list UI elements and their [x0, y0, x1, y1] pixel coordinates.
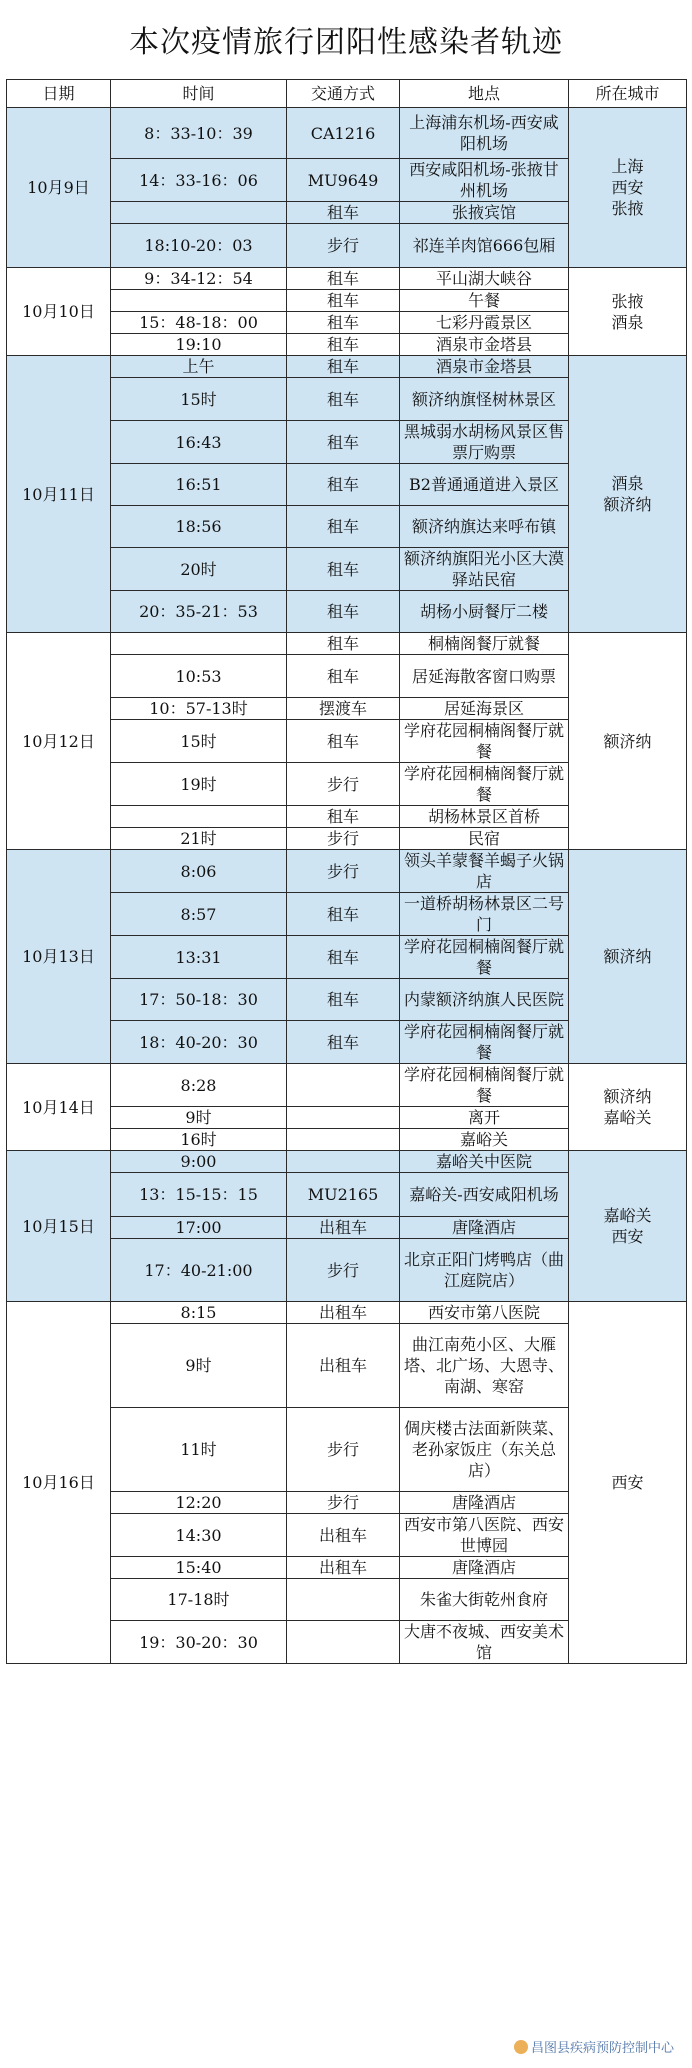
place-cell: 领头羊蒙餐羊蝎子火锅店 [400, 850, 569, 893]
time-cell: 13：15-15：15 [111, 1173, 287, 1217]
transport-cell: 租车 [287, 633, 400, 655]
place-cell: 胡杨小厨餐厅二楼 [400, 591, 569, 633]
transport-cell: 租车 [287, 356, 400, 378]
table-row [7, 1151, 687, 1173]
time-cell: 11时 [111, 1408, 287, 1492]
city-cell: 上海 西安 张掖 [569, 108, 687, 268]
place-cell: 唐隆酒店 [400, 1492, 569, 1514]
transport-cell: MU9649 [287, 159, 400, 202]
place-cell: 学府花园桐楠阁餐厅就餐 [400, 720, 569, 763]
transport-cell: 租车 [287, 979, 400, 1021]
place-cell: 大唐不夜城、西安美术馆 [400, 1621, 569, 1664]
header-date: 日期 [7, 80, 111, 108]
place-cell: 嘉峪关-西安咸阳机场 [400, 1173, 569, 1217]
date-cell: 10月11日 [7, 356, 111, 633]
header-place: 地点 [400, 80, 569, 108]
place-cell: 曲江南苑小区、大雁塔、北广场、大恩寺、南湖、寒窑 [400, 1324, 569, 1408]
time-cell: 9时 [111, 1107, 287, 1129]
place-cell: 西安咸阳机场-张掖甘州机场 [400, 159, 569, 202]
transport-cell: 步行 [287, 828, 400, 850]
city-cell: 西安 [569, 1302, 687, 1664]
transport-cell: 租车 [287, 806, 400, 828]
place-cell: B2普通通道进入景区 [400, 464, 569, 506]
table-row [7, 356, 687, 378]
transport-cell: 租车 [287, 421, 400, 464]
date-cell: 10月9日 [7, 108, 111, 268]
transport-cell: 步行 [287, 1408, 400, 1492]
time-cell: 18:10-20：03 [111, 224, 287, 268]
transport-cell: 租车 [287, 506, 400, 548]
time-cell: 9:00 [111, 1151, 287, 1173]
time-cell [111, 290, 287, 312]
time-cell: 17：50-18：30 [111, 979, 287, 1021]
place-cell: 学府花园桐楠阁餐厅就餐 [400, 936, 569, 979]
time-cell: 16:43 [111, 421, 287, 464]
city-cell: 张掖 酒泉 [569, 268, 687, 356]
transport-cell: 租车 [287, 936, 400, 979]
transport-cell: 租车 [287, 334, 400, 356]
time-cell: 16:51 [111, 464, 287, 506]
place-cell: 酒泉市金塔县 [400, 334, 569, 356]
date-cell: 10月13日 [7, 850, 111, 1064]
place-cell: 额济纳旗阳光小区大漠驿站民宿 [400, 548, 569, 591]
time-cell: 10:53 [111, 655, 287, 698]
watermark [514, 2037, 674, 2056]
table-header-row [7, 80, 687, 108]
time-cell: 9：34-12：54 [111, 268, 287, 290]
header-city: 所在城市 [569, 80, 687, 108]
header-transport: 交通方式 [287, 80, 400, 108]
place-cell: 午餐 [400, 290, 569, 312]
time-cell: 20：35-21：53 [111, 591, 287, 633]
place-cell: 一道桥胡杨林景区二号门 [400, 893, 569, 936]
time-cell: 15时 [111, 720, 287, 763]
transport-cell: 租车 [287, 1021, 400, 1064]
table-row [7, 108, 687, 159]
place-cell: 倜庆楼古法面新陕菜、老孙家饭庄（东关总店） [400, 1408, 569, 1492]
place-cell: 嘉峪关中医院 [400, 1151, 569, 1173]
time-cell: 8:28 [111, 1064, 287, 1107]
transport-cell: 步行 [287, 763, 400, 806]
date-cell: 10月12日 [7, 633, 111, 850]
transport-cell: 租车 [287, 655, 400, 698]
place-cell: 张掖宾馆 [400, 202, 569, 224]
date-cell: 10月14日 [7, 1064, 111, 1151]
transport-cell [287, 1621, 400, 1664]
transport-cell: 租车 [287, 893, 400, 936]
place-cell: 北京正阳门烤鸭店（曲江庭院店） [400, 1239, 569, 1302]
table-row [7, 1302, 687, 1324]
transport-cell: CA1216 [287, 108, 400, 159]
place-cell: 上海浦东机场-西安咸阳机场 [400, 108, 569, 159]
time-cell: 16时 [111, 1129, 287, 1151]
time-cell [111, 806, 287, 828]
time-cell: 15:40 [111, 1557, 287, 1579]
time-cell: 上午 [111, 356, 287, 378]
time-cell: 13:31 [111, 936, 287, 979]
transport-cell: 租车 [287, 378, 400, 421]
header-time: 时间 [111, 80, 287, 108]
place-cell: 居延海景区 [400, 698, 569, 720]
city-cell: 额济纳 嘉峪关 [569, 1064, 687, 1151]
transport-cell: 出租车 [287, 1324, 400, 1408]
time-cell: 19：30-20：30 [111, 1621, 287, 1664]
trajectory-table [6, 79, 687, 1664]
place-cell: 额济纳旗怪树林景区 [400, 378, 569, 421]
place-cell: 离开 [400, 1107, 569, 1129]
transport-cell: 摆渡车 [287, 698, 400, 720]
table-row [7, 633, 687, 655]
transport-cell [287, 1579, 400, 1621]
place-cell: 酒泉市金塔县 [400, 356, 569, 378]
date-cell: 10月16日 [7, 1302, 111, 1664]
time-cell: 14:30 [111, 1514, 287, 1557]
city-cell: 嘉峪关 西安 [569, 1151, 687, 1302]
table-row [7, 1064, 687, 1107]
place-cell: 学府花园桐楠阁餐厅就餐 [400, 1064, 569, 1107]
table-row [7, 268, 687, 290]
transport-cell: 步行 [287, 1239, 400, 1302]
transport-cell: 租车 [287, 290, 400, 312]
time-cell: 8:06 [111, 850, 287, 893]
time-cell: 18：40-20：30 [111, 1021, 287, 1064]
time-cell [111, 202, 287, 224]
time-cell: 21时 [111, 828, 287, 850]
time-cell: 17-18时 [111, 1579, 287, 1621]
transport-cell: 步行 [287, 1492, 400, 1514]
time-cell [111, 633, 287, 655]
time-cell: 18:56 [111, 506, 287, 548]
place-cell: 七彩丹霞景区 [400, 312, 569, 334]
place-cell: 内蒙额济纳旗人民医院 [400, 979, 569, 1021]
time-cell: 10：57-13时 [111, 698, 287, 720]
place-cell: 唐隆酒店 [400, 1557, 569, 1579]
place-cell: 黑城弱水胡杨风景区售票厅购票 [400, 421, 569, 464]
transport-cell: 租车 [287, 591, 400, 633]
place-cell: 嘉峪关 [400, 1129, 569, 1151]
place-cell: 居延海散客窗口购票 [400, 655, 569, 698]
time-cell: 15时 [111, 378, 287, 421]
transport-cell: 租车 [287, 312, 400, 334]
transport-cell: 租车 [287, 268, 400, 290]
city-cell: 酒泉 额济纳 [569, 356, 687, 633]
place-cell: 祁连羊肉馆666包厢 [400, 224, 569, 268]
city-cell: 额济纳 [569, 850, 687, 1064]
wechat-logo-icon [514, 2040, 528, 2054]
transport-cell [287, 1064, 400, 1107]
place-cell: 胡杨林景区首桥 [400, 806, 569, 828]
table-row [7, 850, 687, 893]
place-cell: 朱雀大街乾州食府 [400, 1579, 569, 1621]
transport-cell: 租车 [287, 202, 400, 224]
time-cell: 8：33-10：39 [111, 108, 287, 159]
transport-cell: 步行 [287, 224, 400, 268]
transport-cell: 步行 [287, 850, 400, 893]
transport-cell: 租车 [287, 720, 400, 763]
watermark-text: 昌图县疾病预防控制中心 [530, 2041, 674, 2056]
time-cell: 8:15 [111, 1302, 287, 1324]
date-cell: 10月10日 [7, 268, 111, 356]
place-cell: 桐楠阁餐厅就餐 [400, 633, 569, 655]
table-body [7, 108, 687, 1664]
place-cell: 平山湖大峡谷 [400, 268, 569, 290]
place-cell: 学府花园桐楠阁餐厅就餐 [400, 763, 569, 806]
transport-cell: 出租车 [287, 1217, 400, 1239]
time-cell: 15：48-18：00 [111, 312, 287, 334]
place-cell: 唐隆酒店 [400, 1217, 569, 1239]
transport-cell: 出租车 [287, 1514, 400, 1557]
time-cell: 9时 [111, 1324, 287, 1408]
transport-cell [287, 1129, 400, 1151]
transport-cell: 租车 [287, 464, 400, 506]
place-cell: 额济纳旗达来呼布镇 [400, 506, 569, 548]
place-cell: 学府花园桐楠阁餐厅就餐 [400, 1021, 569, 1064]
transport-cell [287, 1151, 400, 1173]
place-cell: 民宿 [400, 828, 569, 850]
place-cell: 西安市第八医院、西安世博园 [400, 1514, 569, 1557]
time-cell: 17:00 [111, 1217, 287, 1239]
time-cell: 19时 [111, 763, 287, 806]
transport-cell [287, 1107, 400, 1129]
city-cell: 额济纳 [569, 633, 687, 850]
time-cell: 12:20 [111, 1492, 287, 1514]
date-cell: 10月15日 [7, 1151, 111, 1302]
time-cell: 8:57 [111, 893, 287, 936]
time-cell: 20时 [111, 548, 287, 591]
page-title: 本次疫情旅行团阳性感染者轨迹 [129, 25, 563, 60]
time-cell: 19:10 [111, 334, 287, 356]
transport-cell: 出租车 [287, 1557, 400, 1579]
transport-cell: 出租车 [287, 1302, 400, 1324]
time-cell: 17：40-21:00 [111, 1239, 287, 1302]
time-cell: 14：33-16：06 [111, 159, 287, 202]
place-cell: 西安市第八医院 [400, 1302, 569, 1324]
transport-cell: MU2165 [287, 1173, 400, 1217]
transport-cell: 租车 [287, 548, 400, 591]
